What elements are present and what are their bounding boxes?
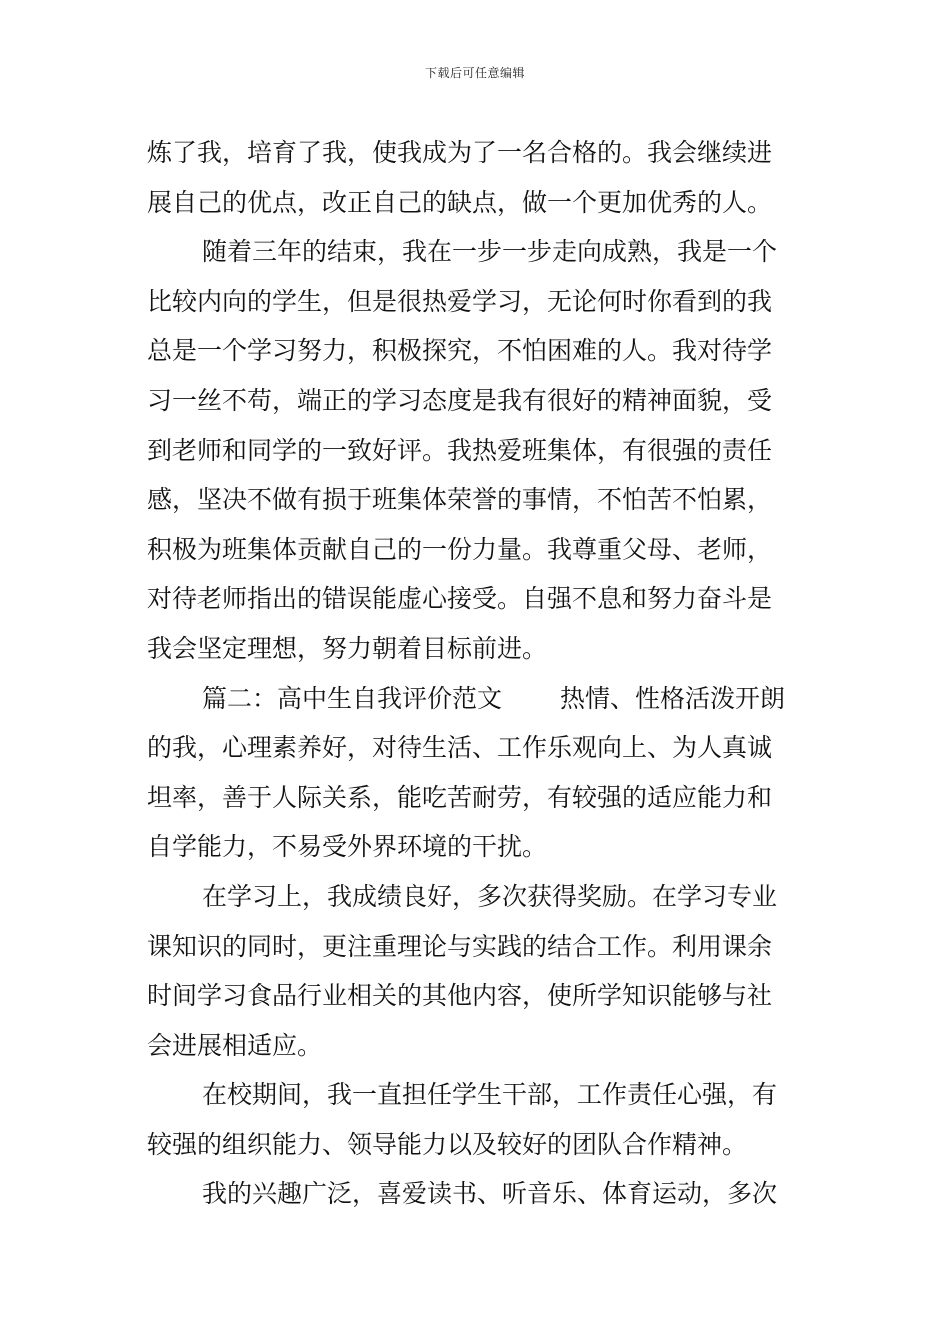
text-line: 对待老师指出的错误能虚心接受。自强不息和努力奋斗是 bbox=[147, 584, 773, 614]
page-header: 下载后可任意编辑 bbox=[424, 66, 525, 80]
text-line: 感，坚决不做有损于班集体荣誉的事情，不怕苦不怕累， bbox=[147, 485, 773, 515]
paragraph bbox=[147, 674, 807, 872]
paragraph bbox=[147, 128, 807, 227]
paragraph bbox=[147, 1070, 807, 1169]
text-line: 在学习上，我成绩良好，多次获得奖励。在学习专业 bbox=[202, 881, 778, 911]
text-run: 热情、性格活泼开朗 bbox=[560, 683, 786, 713]
text-line: 的我，心理素养好，对待生活、工作乐观向上、为人真诚 bbox=[147, 733, 773, 763]
text-line: 自学能力，不易受外界环境的干扰。 bbox=[147, 832, 548, 862]
text-line: 我会坚定理想，努力朝着目标前进。 bbox=[147, 633, 548, 663]
text-line: 在校期间，我一直担任学生干部，工作责任心强，有 bbox=[202, 1080, 778, 1110]
text-line: 较强的组织能力、领导能力以及较好的团队合作精神。 bbox=[147, 1129, 748, 1159]
text-line: 会进展相适应。 bbox=[147, 1030, 323, 1060]
section-heading: 篇二：高中生自我评价范文 bbox=[202, 683, 503, 713]
text-line: 积极为班集体贡献自己的一份力量。我尊重父母、老师， bbox=[147, 534, 773, 564]
text-line bbox=[147, 674, 807, 724]
paragraph bbox=[147, 1169, 807, 1219]
text-line: 到老师和同学的一致好评。我热爱班集体，有很强的责任 bbox=[147, 435, 773, 465]
text-line: 课知识的同时，更注重理论与实践的结合工作。利用课余 bbox=[147, 931, 773, 961]
paragraph bbox=[147, 872, 807, 1070]
text-line: 展自己的优点，改正自己的缺点，做一个更加优秀的人。 bbox=[147, 187, 773, 217]
text-line: 我的兴趣广泛，喜爱读书、听音乐、体育运动，多次 bbox=[202, 1179, 778, 1209]
text-line: 习一丝不苟，端正的学习态度是我有很好的精神面貌，受 bbox=[147, 385, 773, 415]
paragraph bbox=[147, 227, 807, 673]
text-line: 坦率，善于人际关系，能吃苦耐劳，有较强的适应能力和 bbox=[147, 782, 773, 812]
text-line: 时间学习食品行业相关的其他内容，使所学知识能够与社 bbox=[147, 981, 773, 1011]
text-line: 随着三年的结束，我在一步一步走向成熟，我是一个 bbox=[202, 237, 778, 267]
text-line: 总是一个学习努力，积极探究，不怕困难的人。我对待学 bbox=[147, 336, 773, 366]
document-body bbox=[147, 128, 807, 1219]
text-line: 比较内向的学生，但是很热爱学习，无论何时你看到的我 bbox=[147, 286, 773, 316]
text-line: 炼了我，培育了我，使我成为了一名合格的。我会继续进 bbox=[147, 138, 773, 167]
